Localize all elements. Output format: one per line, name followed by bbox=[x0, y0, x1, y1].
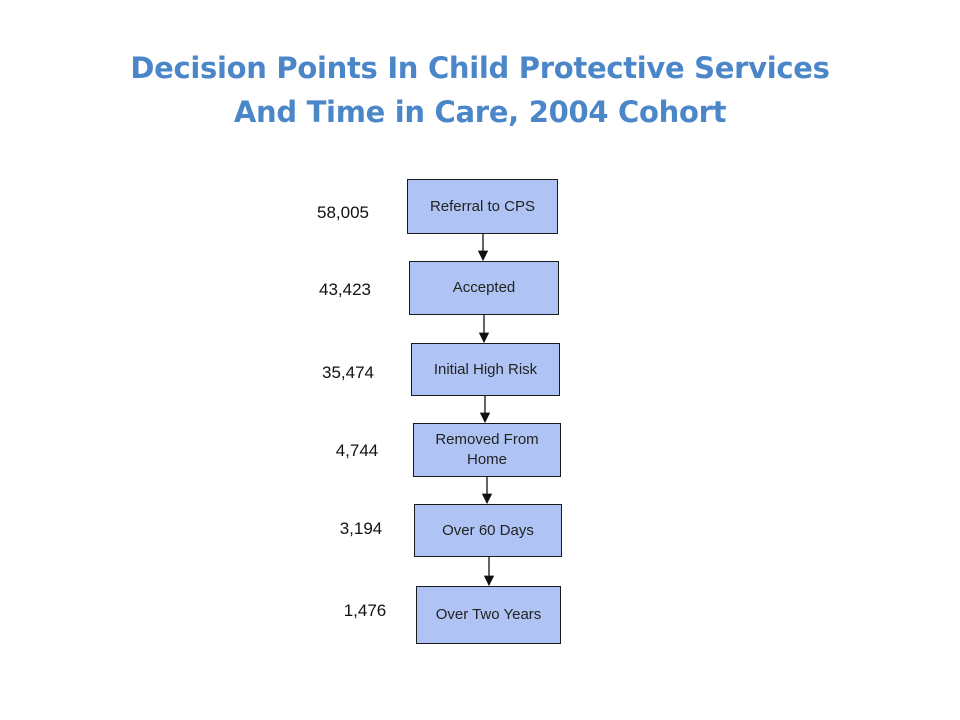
title-line-2: And Time in Care, 2004 Cohort bbox=[233, 95, 727, 129]
step-count-referral: 58,005 bbox=[317, 203, 369, 222]
step-count-removed-from-home: 4,744 bbox=[335, 441, 379, 460]
title-line-1: Decision Points In Child Protective Services bbox=[130, 51, 830, 85]
step-box-over-60-days bbox=[414, 504, 562, 557]
step-box-removed-from-home bbox=[413, 423, 561, 477]
step-label-over-60-days: Over 60 Days bbox=[442, 521, 534, 539]
step-label-accepted: Accepted bbox=[452, 279, 516, 296]
step-label-over-two-years: Over Two Years bbox=[435, 606, 542, 623]
step-count-accepted: 43,423 bbox=[319, 280, 371, 299]
step-count-over-60-days: 3,194 bbox=[339, 519, 383, 538]
step-box-over-two-years bbox=[416, 586, 561, 644]
step-label-referral: Referral to CPS bbox=[429, 197, 536, 215]
step-count-initial-high-risk: 35,474 bbox=[322, 363, 374, 382]
step-label-removed-from-home: Removed From Home bbox=[435, 431, 539, 468]
step-box-accepted bbox=[409, 261, 559, 315]
step-box-referral bbox=[407, 179, 558, 234]
step-box-initial-high-risk bbox=[411, 343, 560, 396]
step-label-initial-high-risk: Initial High Risk bbox=[433, 360, 538, 378]
step-count-over-two-years: 1,476 bbox=[343, 601, 387, 620]
